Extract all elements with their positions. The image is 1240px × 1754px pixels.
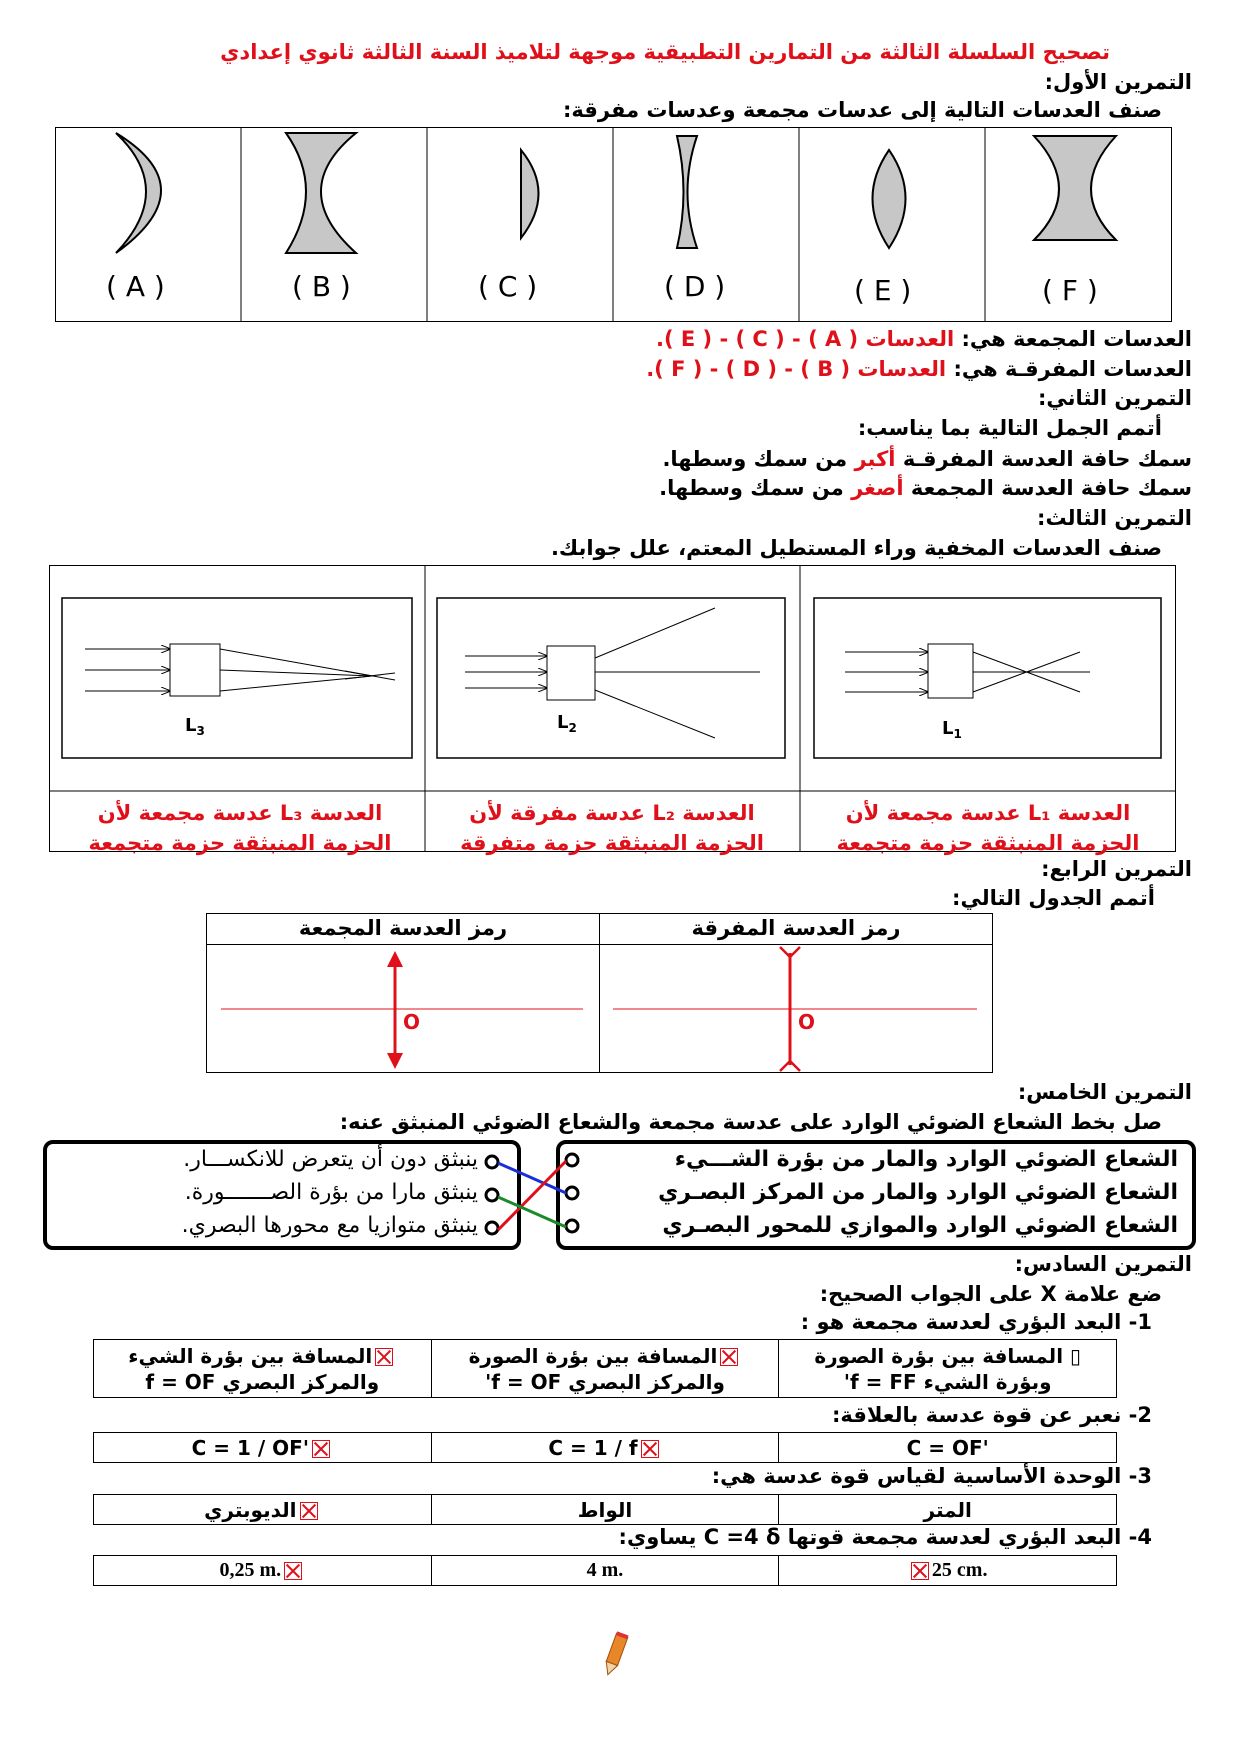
q1-opt1-line1: المسافة بين بؤرة الصورة (814, 1343, 1064, 1368)
q3-options (93, 1494, 1117, 1525)
q1-option-1[interactable] (779, 1340, 1117, 1398)
lens-label-e: ( E ) (854, 274, 912, 307)
l3-answer-line1: العدسة L₃ عدسة مجمعة لأن (97, 801, 383, 825)
lens-d-shape (677, 136, 697, 248)
q3-text: 3- الوحدة الأساسية لقياس قوة عدسة هي: (711, 1464, 1152, 1488)
q3-option-1[interactable] (779, 1495, 1117, 1525)
check-x-icon (312, 1440, 330, 1458)
converging-prefix: العدسات المجمعة هي: (961, 327, 1192, 351)
q4-options (93, 1555, 1117, 1586)
lens-b-shape (286, 133, 356, 253)
lens-a-shape (116, 133, 161, 253)
q2-text: 2- نعبر عن قوة عدسة بالعلاقة: (831, 1403, 1152, 1427)
s2-answer: أصغر (851, 476, 904, 500)
q4-text: 4- البعد البؤري لعدسة مجمعة قوتها C =4 δ يساوي: (618, 1525, 1152, 1549)
l2-diagram (437, 598, 785, 758)
diverging-prefix: العدسات المفرقـة هي: (953, 357, 1192, 381)
check-x-icon (284, 1562, 302, 1580)
check-x-icon (911, 1562, 929, 1580)
q4-option-2[interactable] (431, 1556, 779, 1586)
check-x-icon (375, 1348, 393, 1366)
q4-opt2: 4 m. (586, 1559, 624, 1581)
lens-label-b: ( B ) (292, 270, 351, 303)
emergent-2: ينبثق مارا من بؤرة الصـــــــورة. (184, 1180, 478, 1205)
q1-text: 1- البعد البؤري لعدسة مجمعة هو : (800, 1310, 1152, 1334)
l3-diagram (62, 598, 412, 758)
symbol-table (206, 913, 993, 1073)
lens-label-d: ( D ) (664, 270, 726, 303)
lens-label-c: ( C ) (478, 270, 538, 303)
incident-dot-1 (566, 1154, 578, 1166)
link-parallel (498, 1197, 566, 1227)
ex2-heading: التمرين الثاني: (1038, 386, 1192, 410)
q4-option-1[interactable] (779, 1556, 1117, 1586)
q2-options (93, 1432, 1117, 1463)
q1-option-2[interactable] (431, 1340, 779, 1398)
pencil-icon (595, 1630, 635, 1680)
center-o-converging: O (403, 1010, 421, 1034)
q2-option-1[interactable] (779, 1433, 1117, 1463)
lens-f-shape (1034, 136, 1116, 240)
q2-option-3[interactable] (94, 1433, 432, 1463)
s2-start: سمك حافة العدسة المجمعة (910, 476, 1192, 500)
q1-opt3-line1: المسافة بين بؤرة الشيء (128, 1343, 373, 1368)
q3-opt3: الديوبتري (204, 1497, 297, 1522)
q3-opt2: الواط (577, 1497, 633, 1522)
q1-opt1-line2: وبؤرة الشيء f = FF' (843, 1369, 1052, 1394)
hidden-lens-table (49, 565, 1176, 855)
q3-opt1: المتر (923, 1497, 972, 1522)
ex4-instruction: أتمم الجدول التالي: (952, 886, 1155, 910)
s1-start: سمك حافة العدسة المفرقـة (902, 447, 1192, 471)
ex6-heading: التمرين السادس: (1014, 1252, 1192, 1276)
q1-opt2-line2: والمركز البصري f = OF' (485, 1369, 725, 1394)
q1-opt3-line2: والمركز البصري f = OF (145, 1369, 380, 1394)
q1-option-3[interactable] (94, 1340, 432, 1398)
ex6-instruction: ضع علامة X على الجواب الصحيح: (819, 1282, 1162, 1306)
check-x-icon (641, 1440, 659, 1458)
connection-lines (480, 1145, 590, 1245)
q1-opt2-line1: المسافة بين بؤرة الصورة (468, 1343, 718, 1368)
l1-diagram (814, 598, 1161, 758)
ex2-sentence-2 (659, 476, 1192, 500)
emergent-1: ينبثق دون أن يتعرض للانكســـار. (183, 1147, 478, 1172)
lens-symbols (207, 945, 992, 1072)
ex3-instruction: صنف العدسات المخفية وراء المستطيل المعتم، علل جوابك. (550, 536, 1162, 560)
lens-drawings (56, 128, 1171, 321)
incident-dot-2 (566, 1187, 578, 1199)
ex3-heading: التمرين الثالث: (1037, 506, 1192, 530)
lens-table (55, 127, 1172, 322)
l1-answer-line1: العدسة L₁ عدسة مجمعة لأن (845, 801, 1131, 825)
ex2-instruction: أتمم الجمل التالية بما يناسب: (857, 416, 1162, 440)
link-center (498, 1163, 566, 1193)
q3-option-3[interactable] (94, 1495, 432, 1525)
diverging-answer (646, 357, 1192, 381)
l1-answer-line2: الحزمة المنبثقة حزمة متجمعة (836, 831, 1140, 855)
l2-answer-line2: الحزمة المنبثقة حزمة متفرقة (460, 831, 764, 855)
q2-opt2: C = 1 / f (548, 1435, 638, 1460)
converging-answer (656, 327, 1192, 351)
q3-option-2[interactable] (431, 1495, 779, 1525)
svg-text:L2: $L_2$ (557, 712, 577, 735)
q4-opt1: 25 cm. (931, 1559, 988, 1581)
q4-option-3[interactable] (94, 1556, 432, 1586)
q1-options (93, 1339, 1117, 1398)
emergent-dot-3 (486, 1222, 498, 1234)
check-x-icon (720, 1348, 738, 1366)
q2-option-2[interactable] (431, 1433, 779, 1463)
col-converging-header: رمز العدسة المجمعة (298, 916, 508, 940)
q4-opt3: 0,25 m. (219, 1559, 282, 1581)
lens-e-shape (873, 150, 906, 248)
link-focus (498, 1161, 566, 1230)
s1-answer: أكبر (854, 447, 896, 471)
l2-answer-line1: العدسة L₂ عدسة مفرقة لأن (469, 801, 755, 825)
incident-3: الشعاع الضوئي الوارد والموازي للمحور البصـري (662, 1213, 1178, 1238)
ex4-heading: التمرين الرابع: (1041, 857, 1192, 881)
emergent-3: ينبثق متوازيا مع محورها البصري. (181, 1213, 478, 1238)
emergent-dot-1 (486, 1156, 498, 1168)
ex5-instruction: صل بخط الشعاع الضوئي الوارد على عدسة مجمعة والشعاع الضوئي المنبثق عنه: (339, 1110, 1162, 1134)
empty-box-icon: ▯ (1070, 1343, 1082, 1368)
lens-label-a: ( A ) (106, 270, 165, 303)
incident-1: الشعاع الضوئي الوارد والمار من بؤرة الشـــيء (674, 1147, 1178, 1172)
emergent-dot-2 (486, 1189, 498, 1201)
center-o-diverging: O (798, 1010, 816, 1034)
incident-dot-3 (566, 1220, 578, 1232)
l3-answer-line2: الحزمة المنبثقة حزمة متجمعة (88, 831, 392, 855)
ex5-heading: التمرين الخامس: (1017, 1080, 1192, 1104)
s2-end: من سمك وسطها. (659, 476, 844, 500)
converging-list: العدسات ( A ) - ( C ) - ( E ). (656, 327, 955, 351)
lens-c-shape (521, 150, 539, 238)
q2-opt1: C = OF' (906, 1435, 989, 1460)
svg-text:L3: $L_3$ (185, 715, 205, 738)
svg-text:L1: $L_1$ (942, 718, 962, 741)
incident-2: الشعاع الضوئي الوارد والمار من المركز البصـري (658, 1180, 1178, 1205)
l3-answer (60, 798, 420, 858)
l2-answer (432, 798, 792, 858)
ex1-instruction: صنف العدسات التالية إلى عدسات مجمعة وعدسات مفرقة: (563, 98, 1162, 122)
l1-answer (808, 798, 1168, 858)
lens-label-f: ( F ) (1042, 274, 1098, 307)
s1-end: من سمك وسطها. (662, 447, 848, 471)
ex2-sentence-1 (662, 447, 1192, 471)
q2-opt3: C = 1 / OF' (191, 1435, 309, 1460)
col-diverging-header: رمز العدسة المفرقة (691, 916, 901, 940)
page-title: تصحيح السلسلة الثالثة من التمارين التطبيقية موجهة لتلاميذ السنة الثالثة ثانوي إعدادي (220, 40, 1110, 64)
ex1-heading: التمرين الأول: (1044, 70, 1192, 94)
diverging-list: العدسات ( B ) - ( D ) - ( F ). (646, 357, 947, 381)
check-x-icon (300, 1502, 318, 1520)
